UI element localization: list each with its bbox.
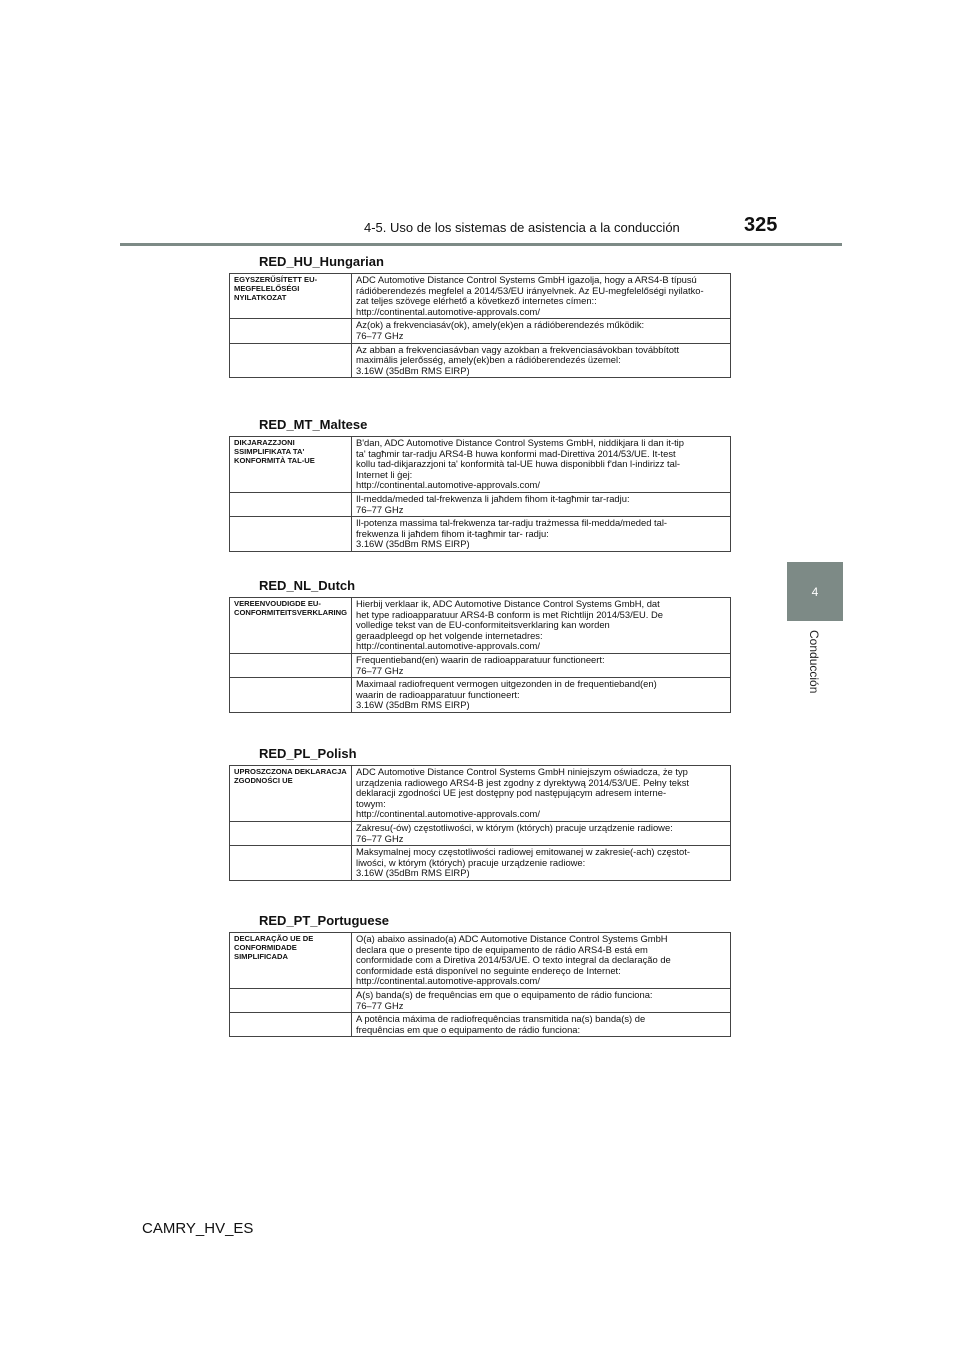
row-content (352, 933, 731, 989)
table-row (230, 821, 731, 845)
text-line: Internet li ġej: (356, 468, 413, 480)
text-line: Az(ok) a frekvenciasáv(ok), amely(ek)en a rádióberendezés működik: (356, 319, 645, 331)
row-label: DECLARAÇÃO UE DE CONFORMIDADE SIMPLIFICADA (230, 933, 352, 989)
footer-code: CAMRY_HV_ES (142, 1220, 254, 1237)
text-line: 76–77 GHz (356, 999, 404, 1011)
declaration-section (229, 746, 731, 881)
text-line: Maximaal radiofrequent vermogen uitgezonden in de frequentieband(en) (356, 678, 657, 690)
declaration-section (229, 254, 731, 378)
row-content (352, 319, 731, 343)
text-line: frekwenza li jaħdem fihom it-tagħmir tar- radju: (356, 527, 549, 539)
text-line: Il-potenza massima tal-frekwenza tar-radju trażmessa fil-medda/meded tal- (356, 517, 668, 529)
header-divider (120, 243, 842, 246)
text-line: liwości, w którym (których) pracuje urządzenie radiowe: (356, 856, 586, 868)
table-row (230, 517, 731, 552)
row-label: EGYSZERŰSÍTETT EU-MEGFELELŐSÉGI NYILATKOZAT (230, 274, 352, 319)
declaration-section (229, 578, 731, 713)
text-line: 3.16W (35dBm RMS EIRP) (356, 699, 470, 711)
row-label: UPROSZCZONA DEKLARACJA ZGODNOŚCI UE (230, 766, 352, 822)
table-row (230, 437, 731, 493)
text-line: Hierbij verklaar ik, ADC Automotive Distance Control Systems GmbH, dat (356, 598, 660, 609)
section-title: RED_PL_Polish (259, 746, 357, 761)
row-label (230, 343, 352, 378)
row-content (352, 598, 731, 654)
row-label: VEREENVOUDIGDE EU-CONFORMITEITSVERKLARING (230, 598, 352, 654)
row-label (230, 517, 352, 552)
text-line: http://continental.automotive-approvals.com/ (356, 975, 540, 987)
text-line: het type radioapparatuur ARS4-B conform is met Richtlijn 2014/53/EU. De (356, 608, 663, 620)
text-line: rádióberendezés megfelel a 2014/53/EU irányelvnek. Az EU-megfelelőségi nyilatko- (356, 284, 704, 296)
declaration-table (229, 273, 731, 378)
row-label (230, 821, 352, 845)
section-title: RED_MT_Maltese (259, 417, 368, 432)
table-row (230, 1013, 731, 1037)
text-line: B'dan, ADC Automotive Distance Control Systems GmbH, niddikjara li dan it-tip (356, 437, 684, 448)
row-content (352, 846, 731, 881)
text-line: 76–77 GHz (356, 832, 404, 844)
table-row (230, 678, 731, 713)
row-content (352, 517, 731, 552)
chapter-title: 4-5. Uso de los sistemas de asistencia a la conducción (364, 220, 680, 235)
text-line: http://continental.automotive-approvals.com/ (356, 640, 540, 652)
declaration-section (229, 913, 731, 1037)
table-row (230, 988, 731, 1012)
table-row (230, 933, 731, 989)
row-content (352, 343, 731, 378)
row-content (352, 766, 731, 822)
table-row (230, 274, 731, 319)
text-line: O(a) abaixo assinado(a) ADC Automotive Distance Control Systems GmbH (356, 933, 668, 944)
text-line: volledige tekst van de EU-conformiteitsverklaring kan worden (356, 619, 610, 631)
text-line: waarin de radioapparatuur functioneert: (356, 688, 520, 700)
row-label (230, 319, 352, 343)
section-title: RED_NL_Dutch (259, 578, 356, 593)
declaration-section (229, 417, 731, 552)
text-line: geraadpleegd op het volgende internetadres: (356, 629, 543, 641)
text-line: conformidade está disponível no seguinte endereço de Internet: (356, 964, 621, 976)
row-content (352, 821, 731, 845)
row-label (230, 492, 352, 516)
text-line: conformidade com a Diretiva 2014/53/UE. O texto integral da declaração de (356, 954, 671, 966)
row-label (230, 653, 352, 677)
text-line: urządzenia radiowego ARS4-B jest zgodny z dyrektywą 2014/53/UE. Pełny tekst (356, 776, 689, 788)
section-title: RED_HU_Hungarian (259, 254, 384, 269)
declaration-table (229, 932, 731, 1037)
text-line: http://continental.automotive-approvals.com/ (356, 305, 540, 317)
text-line: 76–77 GHz (356, 664, 404, 676)
declaration-table (229, 765, 731, 881)
text-line: Frequentieband(en) waarin de radioapparatuur functioneert: (356, 653, 605, 665)
declaration-table (229, 597, 731, 713)
text-line: maximális jelerősség, amely(ek)ben a rádióberendezés üzemel: (356, 354, 621, 366)
text-line: 3.16W (35dBm RMS EIRP) (356, 867, 470, 879)
text-line: A(s) banda(s) de frequências em que o equipamento de rádio funciona: (356, 988, 653, 1000)
chapter-tab-number: 4 (811, 584, 819, 599)
row-content (352, 274, 731, 319)
table-row (230, 343, 731, 378)
row-content (352, 653, 731, 677)
text-line: http://continental.automotive-approvals.com/ (356, 479, 540, 491)
text-line: 3.16W (35dBm RMS EIRP) (356, 538, 470, 550)
text-line: A potência máxima de radiofrequências transmitida na(s) banda(s) de (356, 1013, 646, 1025)
table-row (230, 766, 731, 822)
table-row (230, 846, 731, 881)
text-line: http://continental.automotive-approvals.com/ (356, 808, 540, 820)
row-label (230, 988, 352, 1012)
row-content (352, 437, 731, 493)
text-line: Il-medda/meded tal-frekwenza li jaħdem fihom it-tagħmir tar-radju: (356, 492, 630, 504)
text-line: frequências em que o equipamento de rádio funciona: (356, 1023, 581, 1035)
text-line: zat teljes szövege elérhető a következő internetes címen:: (356, 295, 597, 307)
text-line: Az abban a frekvenciasávban vagy azokban a frekvenciasávokban továbbított (356, 343, 680, 355)
declaration-table (229, 436, 731, 552)
text-line: kollu tad-dikjarazzjoni ta' konformità tal-UE huwa disponibbli f'dan l-indirizz tal- (356, 458, 681, 470)
text-line: deklaracji zgodności UE jest dostępny pod następującym adresem interne- (356, 787, 667, 799)
text-line: declara que o presente tipo de equipamento de rádio ARS4-B está em (356, 943, 648, 955)
table-row (230, 653, 731, 677)
row-content (352, 988, 731, 1012)
text-line: 76–77 GHz (356, 503, 404, 515)
row-label (230, 1013, 352, 1037)
table-row (230, 598, 731, 654)
chapter-tab (787, 562, 843, 621)
text-line: ADC Automotive Distance Control Systems GmbH niniejszym oświadcza, że typ (356, 766, 688, 777)
page-number: 325 (744, 214, 778, 236)
row-label: DIKJARAZZJONI SSIMPLIFIKATA TA' KONFORMITÀ TAL-UE (230, 437, 352, 493)
table-row (230, 319, 731, 343)
row-content (352, 678, 731, 713)
text-line: towym: (356, 797, 386, 809)
text-line: 76–77 GHz (356, 329, 404, 341)
text-line: ta' tagħmir tar-radju ARS4-B huwa konformi mad-Direttiva 2014/53/UE. It-test (356, 447, 676, 459)
table-row (230, 492, 731, 516)
row-content (352, 492, 731, 516)
row-label (230, 678, 352, 713)
text-line: Zakresu(-ów) częstotliwości, w którym (których) pracuje urządzenie radiowe: (356, 821, 673, 833)
row-label (230, 846, 352, 881)
chapter-tab-label: Conducción (807, 630, 821, 694)
text-line: ADC Automotive Distance Control Systems GmbH igazolja, hogy a ARS4-B típusú (356, 274, 697, 285)
section-title: RED_PT_Portuguese (259, 913, 390, 928)
row-content (352, 1013, 731, 1037)
text-line: 3.16W (35dBm RMS EIRP) (356, 364, 470, 376)
text-line: Maksymalnej mocy częstotliwości radiowej emitowanej w zakresie(-ach) częstot- (356, 846, 690, 858)
